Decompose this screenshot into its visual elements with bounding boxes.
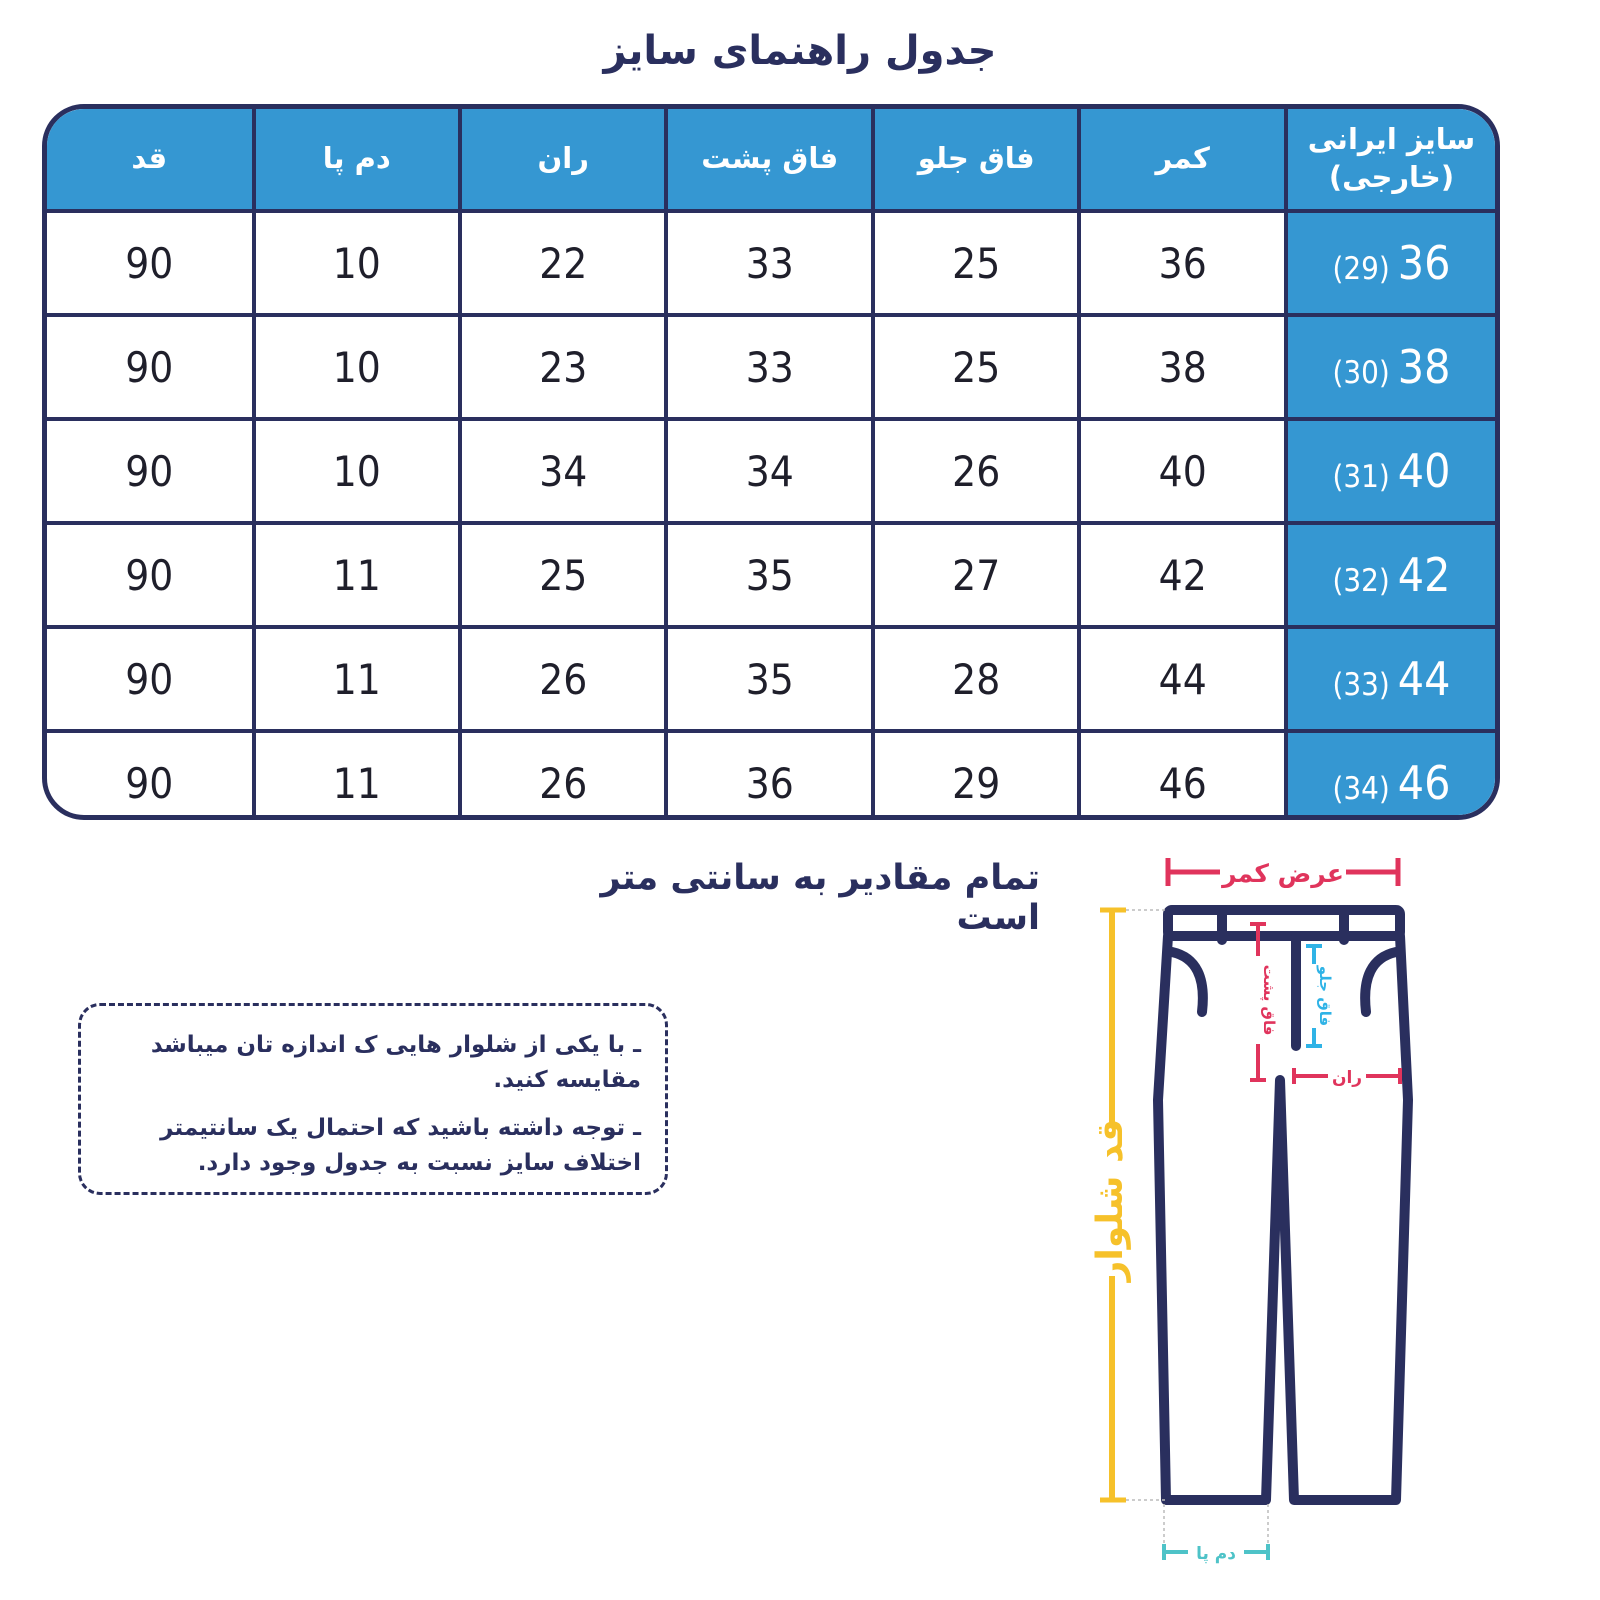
waist-cell: 38 (1079, 315, 1285, 419)
length-cell: 90 (47, 523, 254, 627)
thigh-label: ران (1331, 1068, 1363, 1088)
iran-size: 40 (1397, 444, 1451, 498)
front-rise-cell: 26 (873, 419, 1079, 523)
thigh-cell: 34 (460, 419, 666, 523)
hem-cell: 10 (254, 315, 460, 419)
length-cell: 90 (47, 315, 254, 419)
hem-cell: 11 (254, 523, 460, 627)
waist-cell: 42 (1079, 523, 1285, 627)
size-cell (1286, 731, 1495, 820)
table-row (47, 627, 1495, 731)
length-cell: 90 (47, 211, 254, 315)
intl-size: (31) (1332, 459, 1390, 495)
hem-cell: 10 (254, 419, 460, 523)
iran-size: 36 (1397, 236, 1451, 290)
length-cell: 90 (47, 627, 254, 731)
length-label: قد شلوار (1090, 1118, 1131, 1282)
front-rise-cell: 27 (873, 523, 1079, 627)
hem-cell: 11 (254, 627, 460, 731)
hem-label: دم پا (1196, 1544, 1236, 1564)
back-rise-cell: 33 (666, 211, 872, 315)
pants-diagram (1090, 840, 1470, 1580)
table-row (47, 211, 1495, 315)
size-cell (1286, 627, 1495, 731)
waist-label: عرض کمر (1222, 859, 1344, 888)
note-item: ـ توجه داشته باشید که احتمال یک سانتیمتر اختلاف سایز نسبت به جدول وجود دارد. (160, 1115, 641, 1176)
units-note: تمام مقادیر به سانتی متر است (600, 858, 1040, 938)
iran-size: 38 (1397, 340, 1451, 394)
back-rise-measure (1250, 924, 1278, 1080)
iran-size: 44 (1397, 652, 1451, 706)
front-rise-cell: 25 (873, 211, 1079, 315)
intl-size: (30) (1332, 355, 1390, 391)
intl-size: (29) (1332, 251, 1390, 287)
table-row (47, 315, 1495, 419)
intl-size: (34) (1332, 771, 1390, 807)
waist-cell: 36 (1079, 211, 1285, 315)
back-rise-cell: 35 (666, 627, 872, 731)
waist-cell: 44 (1079, 627, 1285, 731)
size-cell (1286, 419, 1495, 523)
thigh-cell: 23 (460, 315, 666, 419)
table-row (47, 731, 1495, 820)
header-size: سایز ایرانی (خارجی) (1286, 109, 1495, 211)
iran-size: 42 (1397, 548, 1451, 602)
length-cell: 90 (47, 731, 254, 820)
back-rise-cell: 36 (666, 731, 872, 820)
size-table (42, 104, 1500, 820)
header-waist: کمر (1079, 109, 1285, 211)
hem-cell: 10 (254, 211, 460, 315)
hem-cell: 11 (254, 731, 460, 820)
hem-measure (1164, 1504, 1268, 1564)
pants-icon (1158, 910, 1408, 1500)
back-rise-cell: 34 (666, 419, 872, 523)
thigh-cell: 26 (460, 627, 666, 731)
front-rise-cell: 25 (873, 315, 1079, 419)
back-rise-cell: 35 (666, 523, 872, 627)
length-cell: 90 (47, 419, 254, 523)
header-hem: دم پا (254, 109, 460, 211)
thigh-cell: 25 (460, 523, 666, 627)
iran-size: 46 (1397, 756, 1451, 810)
table-header-row (47, 109, 1495, 211)
front-rise-measure (1306, 946, 1334, 1046)
thigh-cell: 26 (460, 731, 666, 820)
intl-size: (32) (1332, 563, 1390, 599)
waist-cell: 46 (1079, 731, 1285, 820)
thigh-measure (1294, 1064, 1400, 1088)
waist-cell: 40 (1079, 419, 1285, 523)
waist-measure (1168, 854, 1398, 890)
header-front-rise: فاق جلو (873, 109, 1079, 211)
notes-box (78, 1003, 668, 1195)
size-cell (1286, 523, 1495, 627)
table-row (47, 419, 1495, 523)
back-rise-cell: 33 (666, 315, 872, 419)
intl-size: (33) (1332, 667, 1390, 703)
size-cell (1286, 315, 1495, 419)
size-cell (1286, 211, 1495, 315)
thigh-cell: 22 (460, 211, 666, 315)
page-title: جدول راهنمای سایز (603, 28, 997, 74)
front-rise-label: فاق جلو (1316, 965, 1334, 1027)
header-thigh: ران (460, 109, 666, 211)
back-rise-label: فاق پشت (1260, 964, 1278, 1036)
front-rise-cell: 29 (873, 731, 1079, 820)
front-rise-cell: 28 (873, 627, 1079, 731)
table-row (47, 523, 1495, 627)
header-length: قد (47, 109, 254, 211)
note-item: ـ با یکی از شلوار هایی ک اندازه تان میباشد مقایسه کنید. (150, 1032, 641, 1093)
header-back-rise: فاق پشت (666, 109, 872, 211)
